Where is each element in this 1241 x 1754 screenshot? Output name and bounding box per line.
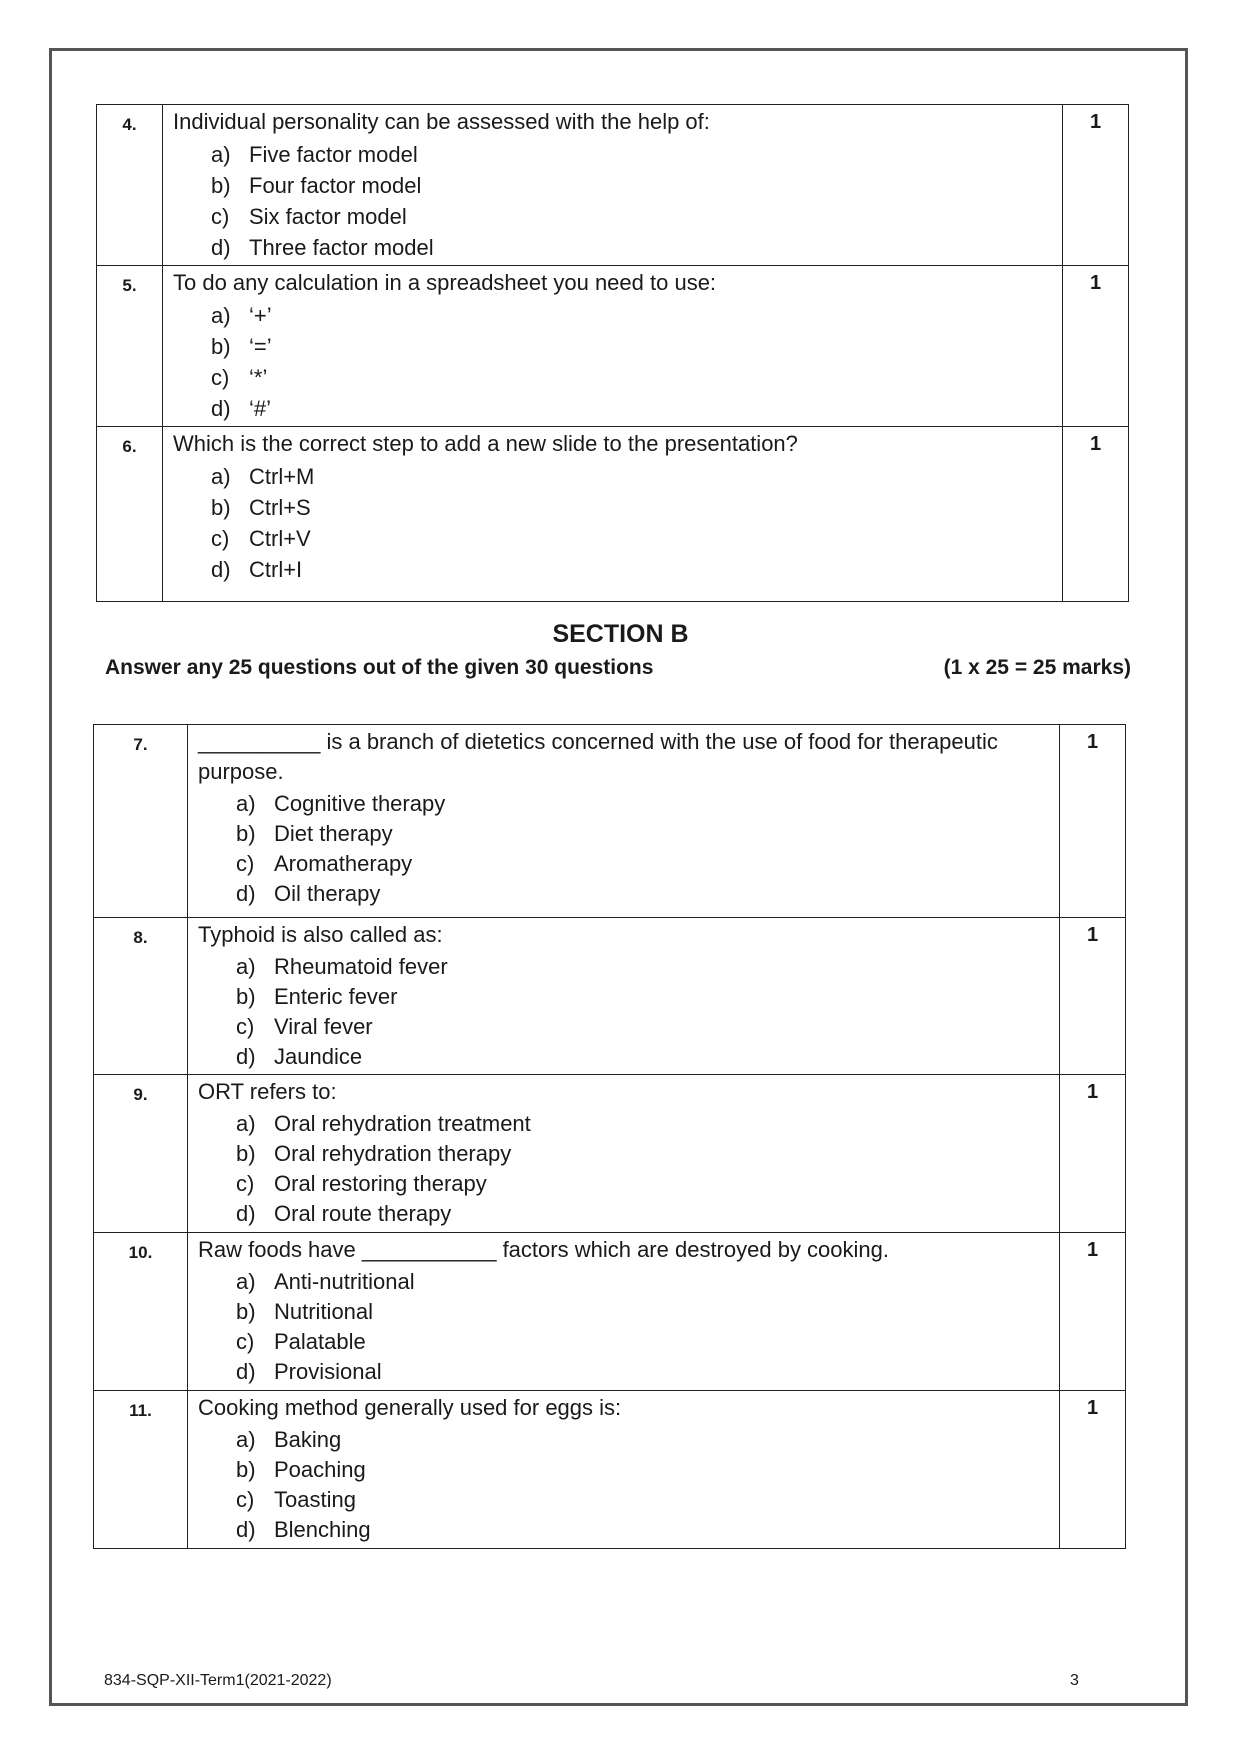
option-letter: c) bbox=[211, 526, 230, 551]
question-number: 6. bbox=[97, 427, 163, 602]
option-letter: c) bbox=[236, 1487, 255, 1512]
section-title: SECTION B bbox=[552, 620, 689, 648]
question-number: 5. bbox=[97, 266, 163, 427]
question-text: Raw foods have ___________ factors which are destroyed by cooking. bbox=[198, 1237, 889, 1262]
option-letter: b) bbox=[211, 334, 231, 359]
question-number: 10. bbox=[94, 1233, 188, 1391]
option-item bbox=[211, 331, 1052, 362]
section-b-question-table bbox=[93, 724, 1126, 1549]
section-marks-note: (1 x 25 = 25 marks) bbox=[943, 656, 1131, 679]
option-text: Diet therapy bbox=[274, 821, 393, 846]
option-text: Blenching bbox=[274, 1517, 371, 1542]
option-letter: c) bbox=[236, 1014, 255, 1039]
option-letter: c) bbox=[236, 851, 255, 876]
question-number: 9. bbox=[94, 1075, 188, 1233]
option-item bbox=[236, 1267, 1049, 1297]
question-cell bbox=[163, 427, 1063, 602]
option-letter: d) bbox=[236, 1517, 256, 1542]
question-number: 8. bbox=[94, 918, 188, 1075]
option-item bbox=[211, 170, 1052, 201]
options-list bbox=[211, 139, 1052, 263]
option-text: ‘+’ bbox=[249, 303, 272, 328]
option-text: Palatable bbox=[274, 1329, 366, 1354]
option-item bbox=[211, 554, 1052, 585]
options-list bbox=[236, 789, 1049, 909]
question-row bbox=[94, 1075, 1126, 1233]
option-item bbox=[236, 952, 1049, 982]
question-row bbox=[97, 105, 1129, 266]
option-item bbox=[236, 819, 1049, 849]
option-item bbox=[236, 1297, 1049, 1327]
option-text: ‘#’ bbox=[249, 396, 272, 421]
option-text: ‘*’ bbox=[249, 365, 268, 390]
option-item bbox=[236, 1327, 1049, 1357]
option-text: Four factor model bbox=[249, 173, 422, 198]
option-letter: b) bbox=[236, 1299, 256, 1324]
options-list bbox=[236, 952, 1049, 1072]
option-item bbox=[211, 461, 1052, 492]
option-text: Oral restoring therapy bbox=[274, 1171, 487, 1196]
option-text: Anti-nutritional bbox=[274, 1269, 415, 1294]
option-letter: c) bbox=[211, 204, 230, 229]
option-item bbox=[236, 789, 1049, 819]
option-item bbox=[236, 1425, 1049, 1455]
option-item bbox=[236, 849, 1049, 879]
option-text: Rheumatoid fever bbox=[274, 954, 448, 979]
question-marks: 1 bbox=[1063, 105, 1129, 266]
option-letter: b) bbox=[211, 495, 231, 520]
question-row bbox=[97, 266, 1129, 427]
option-letter: a) bbox=[236, 954, 256, 979]
question-number: 7. bbox=[94, 725, 188, 918]
option-text: Ctrl+I bbox=[249, 557, 303, 582]
option-item bbox=[236, 1199, 1049, 1229]
option-letter: b) bbox=[236, 984, 256, 1009]
option-letter: b) bbox=[236, 1141, 256, 1166]
question-number: 11. bbox=[94, 1391, 188, 1549]
option-item bbox=[236, 1109, 1049, 1139]
question-cell bbox=[163, 266, 1063, 427]
option-text: Oil therapy bbox=[274, 881, 381, 906]
option-item bbox=[236, 1515, 1049, 1545]
option-text: Ctrl+S bbox=[249, 495, 311, 520]
option-item bbox=[236, 879, 1049, 909]
option-text: Viral fever bbox=[274, 1014, 373, 1039]
option-item bbox=[211, 201, 1052, 232]
option-letter: a) bbox=[236, 791, 256, 816]
question-row bbox=[97, 427, 1129, 602]
section-instruction: Answer any 25 questions out of the given 30 questions bbox=[105, 656, 654, 679]
question-text: ORT refers to: bbox=[198, 1079, 337, 1104]
option-letter: c) bbox=[236, 1171, 255, 1196]
question-marks: 1 bbox=[1063, 427, 1129, 602]
option-text: Provisional bbox=[274, 1359, 382, 1384]
option-item bbox=[211, 300, 1052, 331]
question-text: __________ is a branch of dietetics concerned with the use of food for therapeutic purpose. bbox=[198, 729, 998, 784]
option-item bbox=[236, 1455, 1049, 1485]
option-text: Enteric fever bbox=[274, 984, 398, 1009]
option-letter: b) bbox=[236, 821, 256, 846]
option-letter: b) bbox=[236, 1457, 256, 1482]
option-item bbox=[236, 1139, 1049, 1169]
option-item bbox=[236, 1357, 1049, 1387]
question-cell bbox=[188, 1075, 1060, 1233]
question-row bbox=[94, 725, 1126, 918]
option-text: Oral route therapy bbox=[274, 1201, 452, 1226]
option-item bbox=[211, 523, 1052, 554]
question-text: Cooking method generally used for eggs is: bbox=[198, 1395, 622, 1420]
question-row bbox=[94, 1233, 1126, 1391]
option-item bbox=[236, 1042, 1049, 1072]
footer-page-number: 3 bbox=[1070, 1672, 1079, 1689]
question-cell bbox=[188, 1391, 1060, 1549]
options-list bbox=[236, 1425, 1049, 1545]
option-text: Oral rehydration treatment bbox=[274, 1111, 531, 1136]
option-item bbox=[211, 362, 1052, 393]
footer-paper-code: 834-SQP-XII-Term1(2021-2022) bbox=[104, 1672, 332, 1689]
question-cell bbox=[188, 725, 1060, 918]
section-a-question-table bbox=[96, 104, 1129, 602]
option-letter: d) bbox=[236, 1359, 256, 1384]
option-text: Poaching bbox=[274, 1457, 366, 1482]
question-marks: 1 bbox=[1060, 918, 1126, 1075]
option-item bbox=[211, 232, 1052, 263]
option-letter: a) bbox=[236, 1111, 256, 1136]
option-letter: d) bbox=[211, 557, 231, 582]
question-marks: 1 bbox=[1060, 1233, 1126, 1391]
options-list bbox=[211, 461, 1052, 585]
question-cell bbox=[163, 105, 1063, 266]
option-letter: a) bbox=[236, 1427, 256, 1452]
question-row bbox=[94, 918, 1126, 1075]
option-item bbox=[211, 139, 1052, 170]
option-text: Toasting bbox=[274, 1487, 356, 1512]
option-text: Five factor model bbox=[249, 142, 418, 167]
question-text: Typhoid is also called as: bbox=[198, 922, 443, 947]
option-letter: a) bbox=[211, 464, 231, 489]
question-marks: 1 bbox=[1060, 1391, 1126, 1549]
option-letter: d) bbox=[236, 881, 256, 906]
option-text: Three factor model bbox=[249, 235, 434, 260]
option-text: Ctrl+M bbox=[249, 464, 315, 489]
option-item bbox=[211, 393, 1052, 424]
option-letter: c) bbox=[236, 1329, 255, 1354]
question-text: Individual personality can be assessed with the help of: bbox=[173, 109, 710, 134]
option-item bbox=[236, 1012, 1049, 1042]
option-text: Aromatherapy bbox=[274, 851, 413, 876]
option-letter: d) bbox=[236, 1201, 256, 1226]
question-row bbox=[94, 1391, 1126, 1549]
question-cell bbox=[188, 1233, 1060, 1391]
question-marks: 1 bbox=[1063, 266, 1129, 427]
option-text: Jaundice bbox=[274, 1044, 363, 1069]
option-letter: a) bbox=[211, 303, 231, 328]
option-text: Nutritional bbox=[274, 1299, 374, 1324]
option-text: Ctrl+V bbox=[249, 526, 311, 551]
option-letter: a) bbox=[211, 142, 231, 167]
option-text: Oral rehydration therapy bbox=[274, 1141, 512, 1166]
option-letter: b) bbox=[211, 173, 231, 198]
option-text: ‘=’ bbox=[249, 334, 272, 359]
option-letter: a) bbox=[236, 1269, 256, 1294]
option-item bbox=[236, 1485, 1049, 1515]
option-text: Cognitive therapy bbox=[274, 791, 446, 816]
question-cell bbox=[188, 918, 1060, 1075]
options-list bbox=[236, 1109, 1049, 1229]
question-marks: 1 bbox=[1060, 1075, 1126, 1233]
option-item bbox=[236, 982, 1049, 1012]
question-number: 4. bbox=[97, 105, 163, 266]
options-list bbox=[236, 1267, 1049, 1387]
option-text: Six factor model bbox=[249, 204, 407, 229]
question-text: To do any calculation in a spreadsheet you need to use: bbox=[173, 270, 717, 295]
option-letter: d) bbox=[236, 1044, 256, 1069]
option-item bbox=[211, 492, 1052, 523]
option-letter: d) bbox=[211, 235, 231, 260]
option-item bbox=[236, 1169, 1049, 1199]
options-list bbox=[211, 300, 1052, 424]
option-letter: d) bbox=[211, 396, 231, 421]
option-text: Baking bbox=[274, 1427, 342, 1452]
question-marks: 1 bbox=[1060, 725, 1126, 918]
option-letter: c) bbox=[211, 365, 230, 390]
question-text: Which is the correct step to add a new slide to the presentation? bbox=[173, 431, 798, 456]
